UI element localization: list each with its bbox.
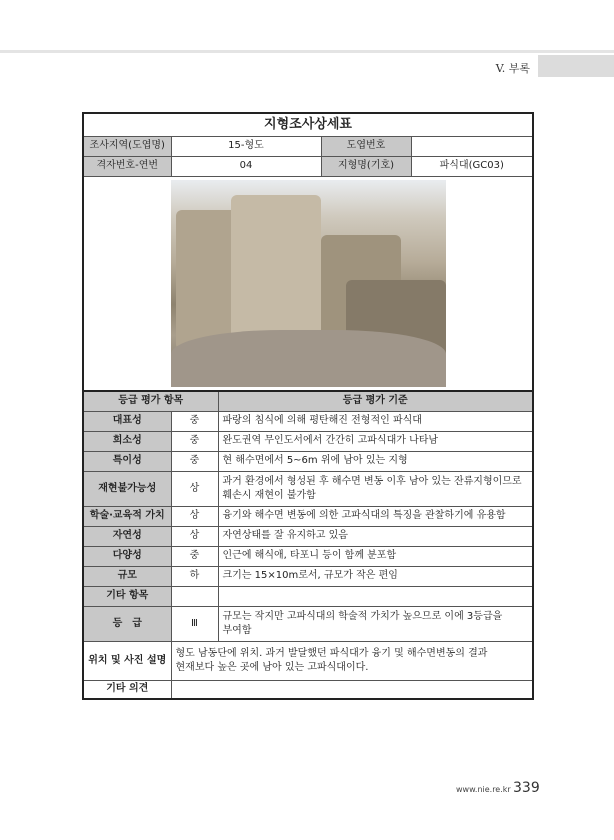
location-label: 위치 및 사진 설명 bbox=[83, 641, 171, 680]
chapter-label: V. 부록 bbox=[495, 62, 530, 75]
survey-area-label: 조사지역(도엽명) bbox=[83, 136, 171, 156]
landform-photo bbox=[171, 180, 446, 387]
sheet-no-label: 도엽번호 bbox=[321, 136, 411, 156]
eval-row bbox=[83, 546, 533, 566]
other-opinion-label: 기타 의견 bbox=[83, 680, 171, 699]
eval-item: 자연성 bbox=[83, 526, 171, 546]
eval-item: 기타 항목 bbox=[83, 586, 171, 606]
eval-item: 재현불가능성 bbox=[83, 471, 171, 506]
eval-criteria: 자연상태를 잘 유지하고 있음 bbox=[218, 526, 533, 546]
eval-criteria: 크기는 15×10m로서, 규모가 작은 편임 bbox=[218, 566, 533, 586]
eval-row bbox=[83, 411, 533, 431]
eval-criteria: 완도권역 무인도서에서 간간히 고파식대가 나타남 bbox=[218, 431, 533, 451]
eval-row bbox=[83, 506, 533, 526]
eval-item: 학술·교육적 가치 bbox=[83, 506, 171, 526]
eval-grade bbox=[171, 586, 218, 606]
landform-survey-table bbox=[82, 112, 534, 700]
other-opinion-value bbox=[171, 680, 533, 699]
eval-item: 등 급 bbox=[83, 606, 171, 641]
eval-item: 규모 bbox=[83, 566, 171, 586]
eval-row bbox=[83, 566, 533, 586]
eval-row bbox=[83, 526, 533, 546]
eval-row bbox=[83, 471, 533, 506]
table-title: 지형조사상세표 bbox=[83, 113, 533, 136]
eval-row bbox=[83, 586, 533, 606]
eval-grade: 상 bbox=[171, 471, 218, 506]
eval-grade: 하 bbox=[171, 566, 218, 586]
eval-grade: Ⅲ bbox=[171, 606, 218, 641]
eval-grade: 중 bbox=[171, 546, 218, 566]
eval-item: 희소성 bbox=[83, 431, 171, 451]
eval-grade: 중 bbox=[171, 411, 218, 431]
sheet-no-value bbox=[411, 136, 533, 156]
landform-label: 지형명(기호) bbox=[321, 156, 411, 176]
eval-item-header: 등급 평가 항목 bbox=[83, 391, 218, 411]
eval-grade: 중 bbox=[171, 451, 218, 471]
eval-criteria: 규모는 작지만 고파식대의 학술적 가치가 높으므로 이에 3등급을 부여함 bbox=[218, 606, 533, 641]
eval-row bbox=[83, 431, 533, 451]
eval-grade: 상 bbox=[171, 506, 218, 526]
eval-criteria-header: 등급 평가 기준 bbox=[218, 391, 533, 411]
header-rule bbox=[0, 50, 614, 53]
eval-criteria: 현 해수면에서 5~6m 위에 남아 있는 지형 bbox=[218, 451, 533, 471]
eval-grade: 상 bbox=[171, 526, 218, 546]
grid-value: 04 bbox=[171, 156, 321, 176]
eval-grade: 중 bbox=[171, 431, 218, 451]
landform-value: 파식대(GC03) bbox=[411, 156, 533, 176]
eval-item: 다양성 bbox=[83, 546, 171, 566]
eval-criteria: 인근에 해식애, 타포니 등이 함께 분포함 bbox=[218, 546, 533, 566]
eval-criteria: 파랑의 침식에 의해 평탄해진 전형적인 파식대 bbox=[218, 411, 533, 431]
page-number: 339 bbox=[513, 780, 540, 796]
eval-criteria: 과거 환경에서 형성된 후 해수면 변동 이후 남아 있는 잔류지형이므로 훼손시 재현이 불가함 bbox=[218, 471, 533, 506]
eval-item: 특이성 bbox=[83, 451, 171, 471]
grid-label: 격자번호-연번 bbox=[83, 156, 171, 176]
eval-row bbox=[83, 606, 533, 641]
eval-criteria: 융기와 해수면 변동에 의한 고파식대의 특징을 관찰하기에 유용함 bbox=[218, 506, 533, 526]
chapter-tab bbox=[538, 55, 614, 77]
eval-row bbox=[83, 451, 533, 471]
footer-site: www.nie.re.kr bbox=[456, 785, 511, 794]
survey-area-value: 15-형도 bbox=[171, 136, 321, 156]
eval-criteria bbox=[218, 586, 533, 606]
eval-item: 대표성 bbox=[83, 411, 171, 431]
location-text: 형도 남동단에 위치. 과거 발달했던 파식대가 융기 및 해수면변동의 결과 현재보다 높은 곳에 남아 있는 고파식대이다. bbox=[171, 641, 533, 680]
